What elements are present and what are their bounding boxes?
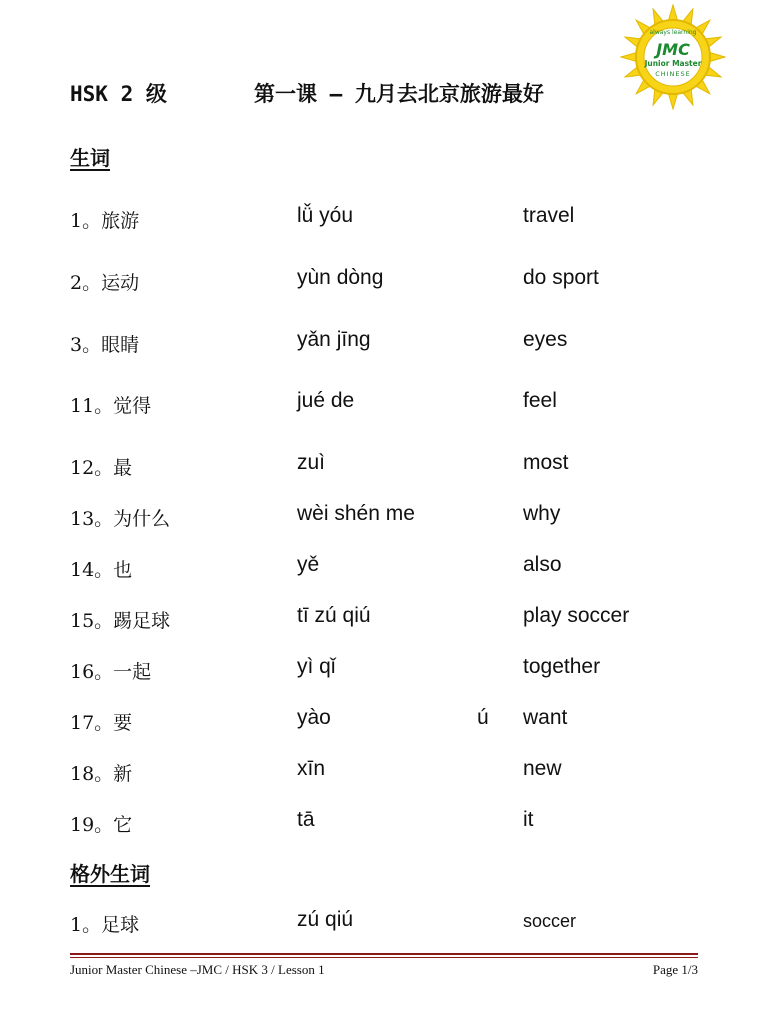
logo-brand: JMC bbox=[656, 40, 690, 59]
vocab-pinyin: wèi shén me bbox=[297, 502, 415, 525]
vocab-english: it bbox=[523, 808, 534, 831]
vocab-word: 3。眼睛 bbox=[70, 334, 140, 356]
vocab-pinyin: yùn dòng bbox=[297, 266, 384, 289]
vocab-word: 14。也 bbox=[70, 559, 133, 581]
vocab-english: also bbox=[523, 553, 562, 576]
vocab-english: why bbox=[523, 502, 561, 525]
footer-rule-thin bbox=[70, 957, 698, 958]
vocab-english: new bbox=[523, 757, 562, 780]
vocab-pinyin: xīn bbox=[297, 757, 326, 780]
vocab-pinyin: yì qǐ bbox=[297, 655, 336, 678]
lesson-title: 第一课 – 九月去北京旅游最好 bbox=[254, 82, 544, 106]
vocab-english: soccer bbox=[523, 911, 577, 931]
vocab-pinyin: yǎn jīng bbox=[297, 328, 371, 351]
vocab-row bbox=[70, 806, 710, 840]
vocab-row bbox=[70, 704, 710, 738]
vocab-english: play soccer bbox=[523, 604, 630, 627]
vocab-word: 11。觉得 bbox=[70, 395, 152, 417]
vocab-english: eyes bbox=[523, 328, 568, 351]
footer-rule bbox=[70, 953, 698, 955]
extra-vocab-row bbox=[70, 906, 710, 940]
vocab-english: feel bbox=[523, 389, 557, 412]
vocab-row bbox=[70, 202, 710, 236]
vocab-word: 2。运动 bbox=[70, 272, 140, 294]
section-title-extra-vocabulary: 格外生词 bbox=[70, 862, 150, 886]
vocab-row bbox=[70, 500, 710, 534]
vocab-row bbox=[70, 387, 710, 421]
vocab-word: 1。足球 bbox=[70, 914, 140, 936]
vocab-pinyin: zuì bbox=[297, 451, 326, 474]
vocab-pinyin: tā bbox=[297, 808, 315, 831]
vocab-row bbox=[70, 551, 710, 585]
vocab-word: 12。最 bbox=[70, 457, 133, 479]
vocab-extra: ú bbox=[477, 706, 489, 729]
hsk-level: HSK 2 级 bbox=[70, 82, 167, 106]
vocab-word: 18。新 bbox=[70, 763, 133, 785]
vocab-pinyin: zú qiú bbox=[297, 908, 354, 931]
logo-line2: CHINESE bbox=[655, 70, 691, 78]
vocab-word: 13。为什么 bbox=[70, 508, 171, 530]
logo-line1: Junior Master bbox=[644, 59, 702, 68]
vocab-word: 16。一起 bbox=[70, 661, 152, 683]
vocab-word: 19。它 bbox=[70, 814, 133, 836]
page-footer bbox=[70, 962, 698, 980]
vocab-word: 15。踢足球 bbox=[70, 610, 171, 632]
jmc-logo bbox=[620, 4, 726, 110]
vocab-english: travel bbox=[523, 204, 575, 227]
page-number: Page 1/3 bbox=[652, 962, 698, 977]
vocab-pinyin: yào bbox=[297, 706, 331, 729]
vocab-pinyin: yě bbox=[297, 553, 320, 576]
vocab-word: 1。旅游 bbox=[70, 210, 140, 232]
logo-top-text: always learning bbox=[649, 29, 697, 36]
vocab-english: do sport bbox=[523, 266, 599, 289]
footer-course: Junior Master Chinese –JMC / HSK 3 / Lesson 1 bbox=[70, 962, 325, 977]
document-header bbox=[70, 74, 630, 110]
vocab-row bbox=[70, 602, 710, 636]
vocab-row bbox=[70, 653, 710, 687]
vocab-row bbox=[70, 755, 710, 789]
vocab-row bbox=[70, 326, 710, 360]
vocab-pinyin: lǚ yóu bbox=[297, 204, 354, 227]
vocab-pinyin: jué de bbox=[297, 389, 355, 412]
vocab-english: together bbox=[523, 655, 601, 678]
vocab-english: want bbox=[523, 706, 568, 729]
vocab-word: 17。要 bbox=[70, 712, 133, 734]
vocab-row bbox=[70, 449, 710, 483]
vocab-pinyin: tī zú qiú bbox=[297, 604, 371, 627]
vocab-row bbox=[70, 264, 710, 298]
vocab-english: most bbox=[523, 451, 569, 474]
section-title-vocabulary: 生词 bbox=[70, 146, 110, 170]
